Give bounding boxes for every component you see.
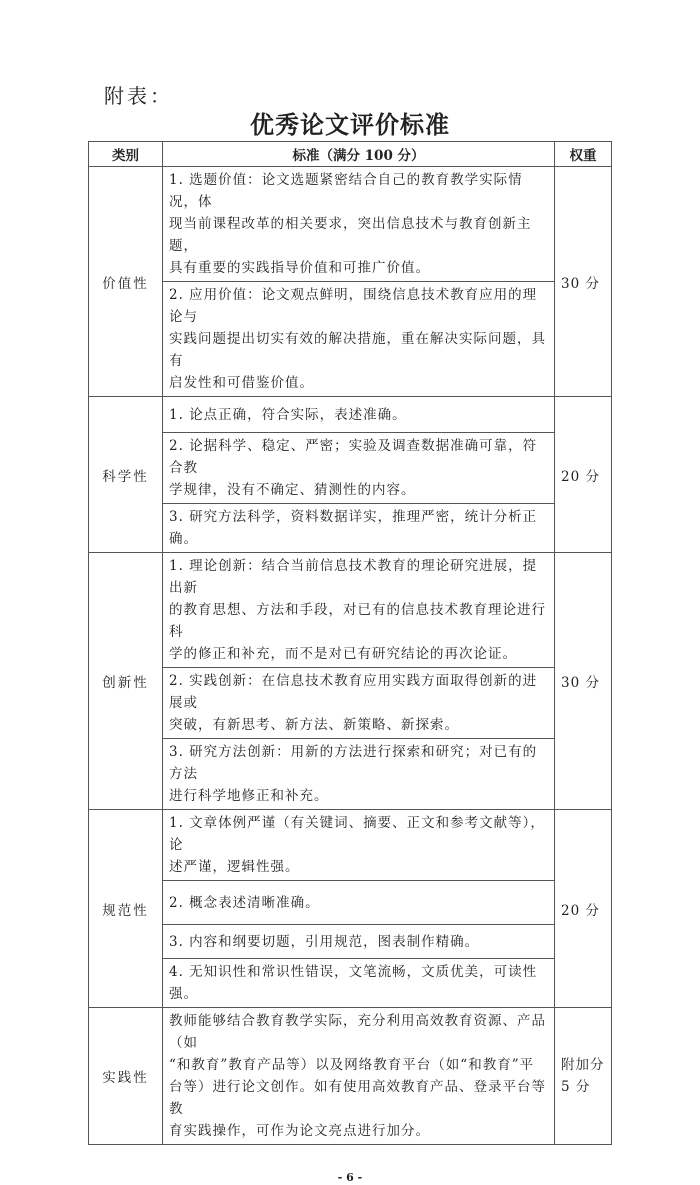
criteria-cell: [163, 397, 555, 433]
table-header-row: [89, 142, 612, 167]
table-row: [89, 668, 612, 739]
category-cell: 规范性: [89, 810, 163, 1008]
category-cell: 价值性: [89, 167, 163, 397]
table-row: [89, 504, 612, 553]
table-row: [89, 881, 612, 925]
weight-cell: 20 分: [555, 810, 612, 1008]
criteria-line: 述严谨，逻辑性强。: [169, 859, 300, 875]
criteria-line: 学的修正和补充，而不是对已有研究结论的再次论证。: [169, 646, 517, 662]
criteria-line: 现当前课程改革的相关要求，突出信息技术与教育创新主题，: [169, 216, 532, 254]
criteria-cell: [163, 881, 555, 925]
weight-line: 5 分: [561, 1079, 591, 1095]
criteria-line: 4. 无知识性和常识性错误，文笔流畅，文质优美，可读性强。: [169, 964, 538, 1002]
criteria-cell: [163, 739, 555, 810]
table-row: [89, 397, 612, 433]
criteria-line: 启发性和可借鉴价值。: [169, 375, 314, 391]
table-row: [89, 925, 612, 959]
criteria-line: 台等）进行论文创作。如有使用高效教育产品、登录平台等教: [169, 1079, 546, 1117]
criteria-cell: [163, 504, 555, 553]
criteria-cell: [163, 282, 555, 397]
criteria-cell: [163, 433, 555, 504]
table-row: [89, 282, 612, 397]
criteria-line: “和教育”教育产品等）以及网络教育平台（如“和教育”平: [169, 1057, 535, 1073]
weight-cell: 30 分: [555, 167, 612, 397]
criteria-cell: [163, 1008, 555, 1145]
criteria-line: 具有重要的实践指导价值和可推广价值。: [169, 260, 430, 276]
table-row: [89, 959, 612, 1008]
table-row: [89, 433, 612, 504]
criteria-line: 1. 理论创新：结合当前信息技术教育的理论研究进展，提出新: [169, 558, 538, 596]
criteria-line: 1. 文章体例严谨（有关键词、摘要、正文和参考文献等），论: [169, 815, 545, 853]
criteria-line: 2. 概念表述清晰准确。: [169, 894, 320, 911]
criteria-cell: [163, 167, 555, 282]
criteria-line: 1. 论点正确，符合实际，表述准确。: [169, 406, 407, 423]
criteria-line: 1. 选题价值：论文选题紧密结合自己的教育教学实际情况，体: [169, 172, 523, 210]
criteria-line: 3. 研究方法科学，资料数据详实，推理严密，统计分析正确。: [169, 509, 538, 547]
category-cell: 科学性: [89, 397, 163, 553]
page-number: - 6 -: [337, 1171, 363, 1184]
criteria-line: 进行科学地修正和补充。: [169, 788, 329, 804]
criteria-cell: [163, 925, 555, 959]
criteria-line: 学规律，没有不确定、猜测性的内容。: [169, 482, 416, 498]
document-title: 优秀论文评价标准: [250, 110, 450, 139]
appendix-label: 附表：: [104, 84, 173, 108]
table-row: [89, 810, 612, 881]
category-cell: 创新性: [89, 553, 163, 810]
weight-cell: [555, 1008, 612, 1145]
criteria-line: 2. 论据科学、稳定、严密；实验及调查数据准确可靠，符合教: [169, 438, 538, 476]
criteria-cell: [163, 959, 555, 1008]
weight-line: 附加分: [561, 1057, 605, 1073]
weight-cell: 20 分: [555, 397, 612, 553]
header-weight: 权重: [555, 142, 612, 167]
criteria-line: 3. 内容和纲要切题，引用规范，图表制作精确。: [169, 933, 480, 950]
header-category: 类别: [89, 142, 163, 167]
table-row: [89, 553, 612, 668]
criteria-line: 2. 实践创新：在信息技术教育应用实践方面取得创新的进展或: [169, 673, 538, 711]
criteria-line: 教师能够结合教育教学实际，充分利用高效教育资源、产品（如: [169, 1013, 546, 1051]
criteria-line: 突破，有新思考、新方法、新策略、新探索。: [169, 717, 459, 733]
table-row: [89, 167, 612, 282]
header-criteria: 标准（满分 100 分）: [163, 142, 555, 167]
criteria-line: 3. 研究方法创新：用新的方法进行探索和研究；对已有的方法: [169, 744, 538, 782]
criteria-line: 2. 应用价值：论文观点鲜明，围绕信息技术教育应用的理论与: [169, 287, 538, 325]
criteria-line: 育实践操作，可作为论文亮点进行加分。: [169, 1123, 430, 1139]
evaluation-table: [88, 141, 612, 1145]
weight-cell: 30 分: [555, 553, 612, 810]
criteria-cell: [163, 668, 555, 739]
criteria-line: 的教育思想、方法和手段，对已有的信息技术教育理论进行科: [169, 602, 546, 640]
table-row: [89, 1008, 612, 1145]
criteria-cell: [163, 810, 555, 881]
criteria-cell: [163, 553, 555, 668]
category-cell: 实践性: [89, 1008, 163, 1145]
table-row: [89, 739, 612, 810]
criteria-line: 实践问题提出切实有效的解决措施，重在解决实际问题，具有: [169, 331, 546, 369]
